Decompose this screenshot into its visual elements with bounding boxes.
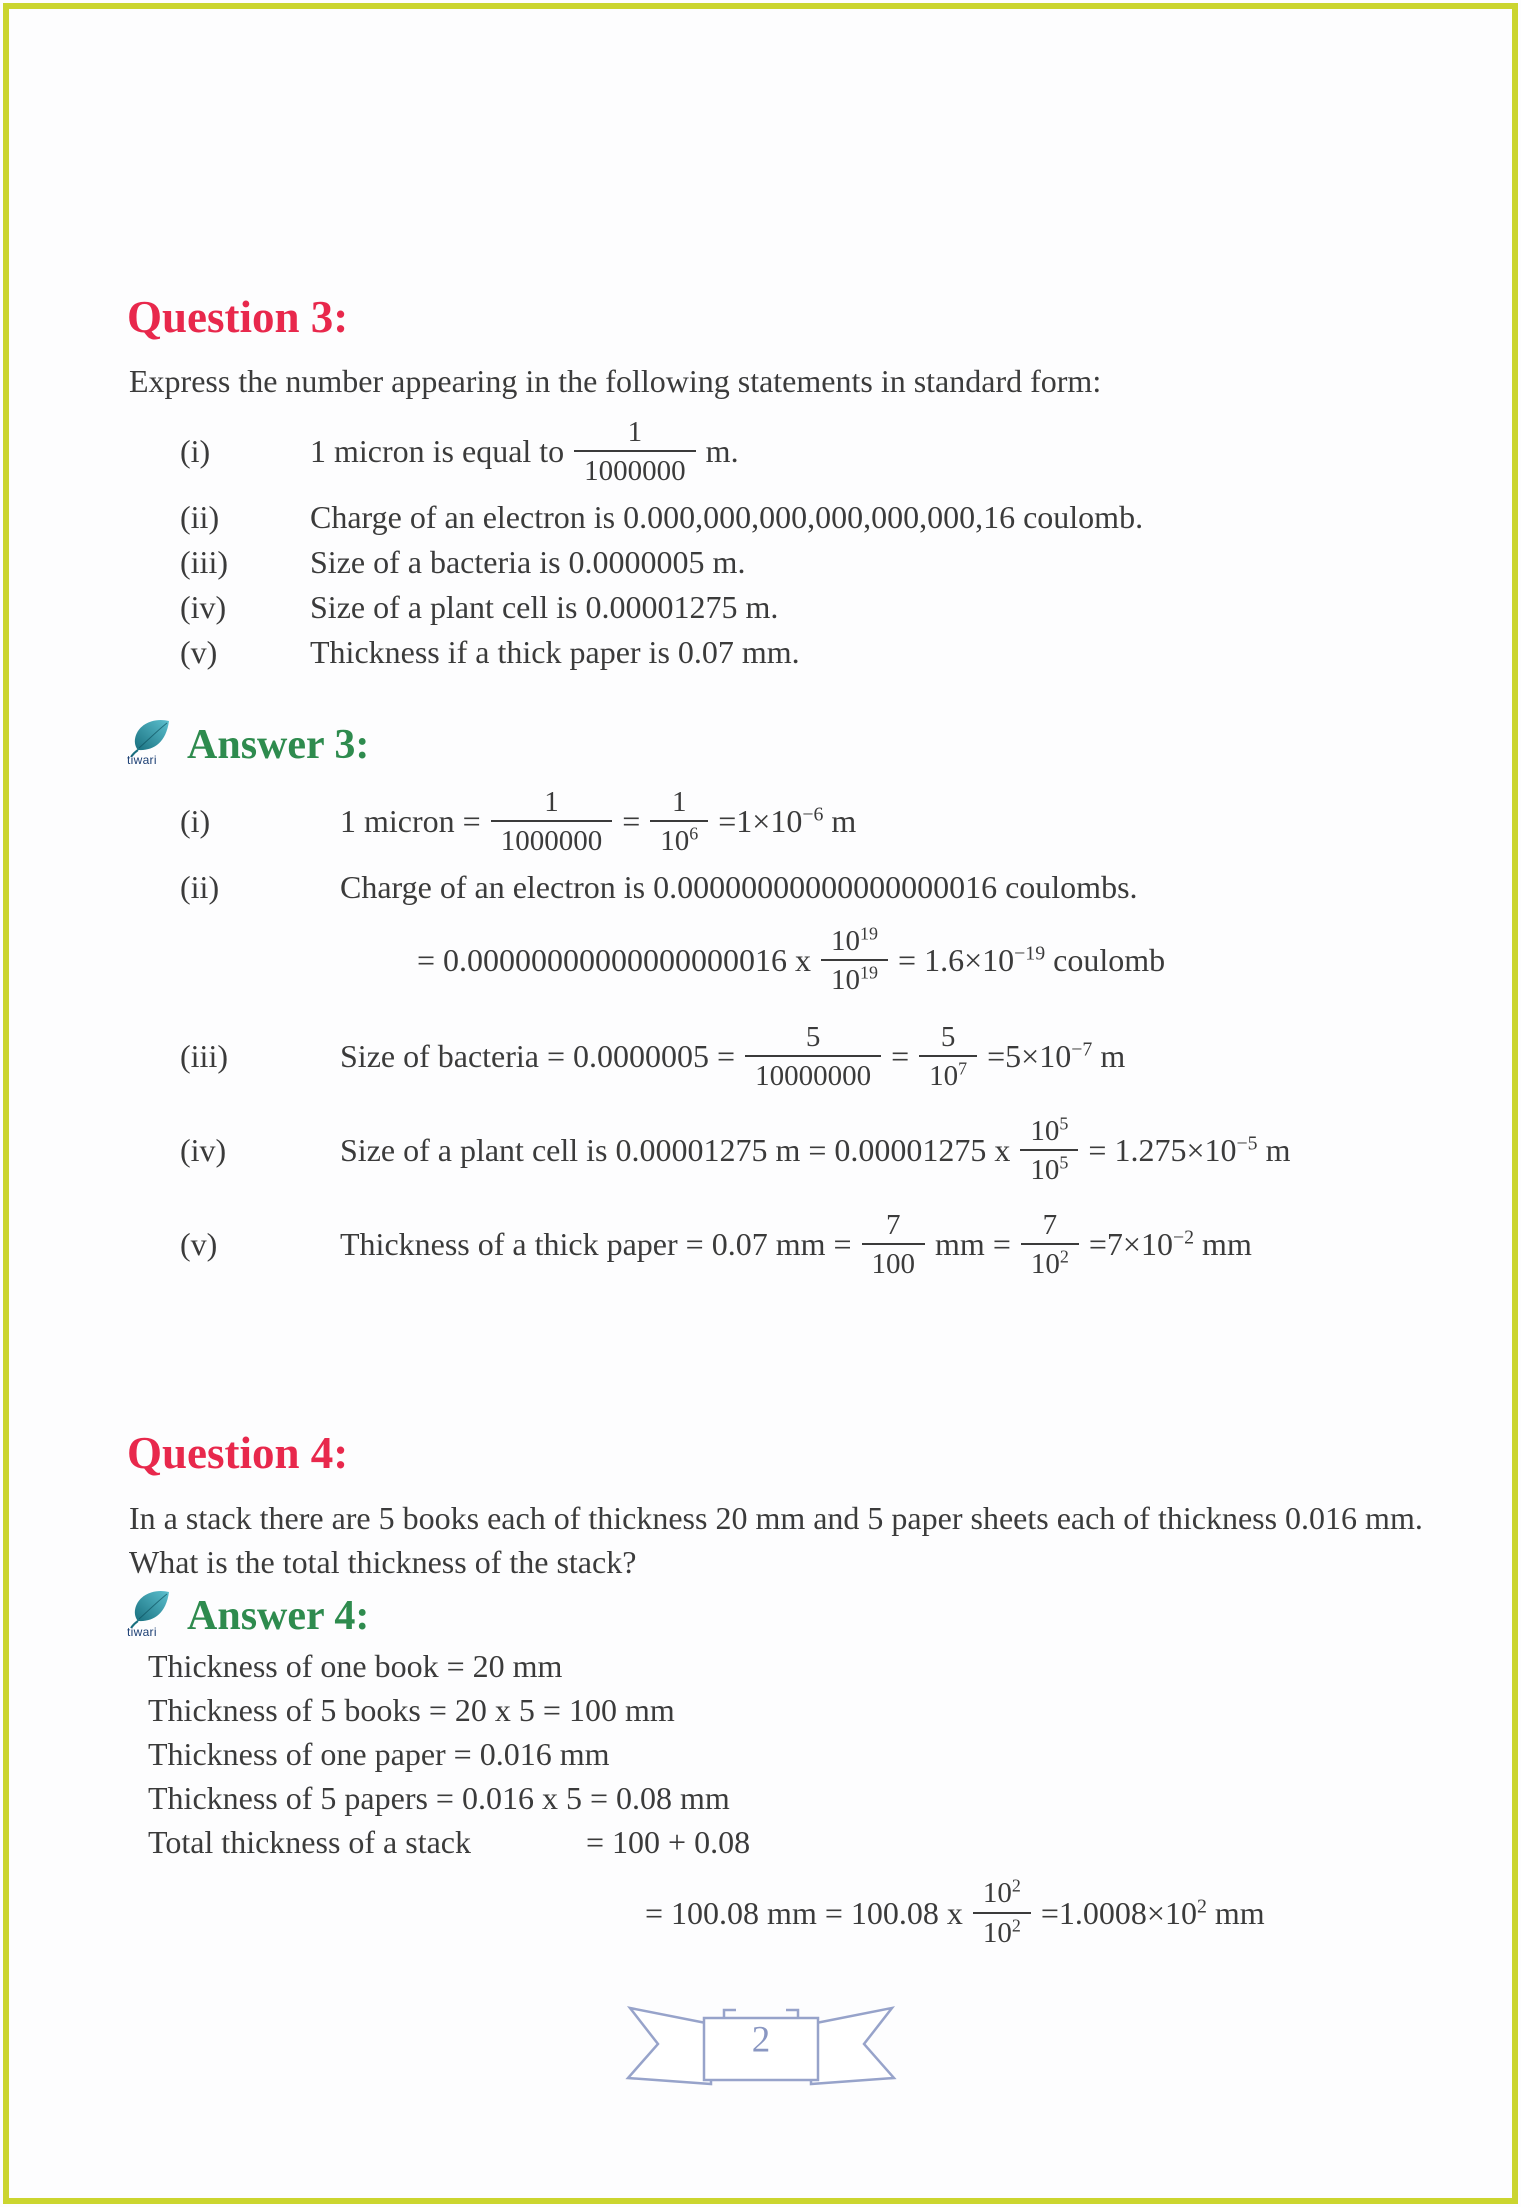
fraction-numerator: 5 bbox=[805, 1020, 821, 1053]
a3-item-ii-label: (ii) bbox=[180, 868, 220, 905]
q3-item-i-label: (i) bbox=[180, 433, 211, 470]
fraction-numerator: $10^5$ bbox=[1030, 1113, 1069, 1147]
exponent: −19 bbox=[1014, 942, 1046, 965]
fraction-numerator: 1 bbox=[544, 785, 559, 818]
math-text: mm = bbox=[935, 1226, 1011, 1263]
fraction-numerator: 7 bbox=[886, 1208, 901, 1241]
math-result: = $1.275\times 10^{-5}$ m bbox=[1088, 1132, 1291, 1169]
a4-total-label: Total thickness of a stack bbox=[148, 1824, 471, 1861]
logo-wordmark: tiwari bbox=[127, 1624, 157, 1639]
a4-line-2: Thickness of 5 books = 20 x 5 = 100 mm bbox=[148, 1692, 675, 1729]
answer4-heading bbox=[127, 1588, 1481, 1644]
fraction-numerator: 5 bbox=[940, 1020, 956, 1053]
exponent: 5 bbox=[1059, 1152, 1069, 1173]
fraction-numerator: 1 bbox=[671, 785, 687, 818]
fraction-denominator: $10^2$ bbox=[1021, 1243, 1079, 1279]
a3-item-i-math bbox=[340, 787, 856, 857]
a3-item-i-label: (i) bbox=[180, 803, 211, 840]
q3-item-i bbox=[127, 409, 1481, 495]
fraction bbox=[1021, 1210, 1079, 1280]
fraction-denominator: 10000000 bbox=[745, 1055, 881, 1091]
q3-item-ii bbox=[127, 495, 1481, 540]
exponent: −5 bbox=[1236, 1132, 1258, 1155]
math-text: m. bbox=[705, 433, 739, 470]
exponent: 2 bbox=[1011, 1875, 1021, 1896]
a3-item-v-math bbox=[340, 1210, 1252, 1280]
fraction-denominator: $10^6$ bbox=[650, 820, 708, 856]
exponent: 5 bbox=[1059, 1113, 1069, 1134]
fraction-numerator: 1 bbox=[627, 415, 643, 448]
math-result: $=7\times 10^{-2}$ mm bbox=[1088, 1226, 1252, 1263]
a4-line-1: Thickness of one book = 20 mm bbox=[148, 1648, 563, 1685]
q3-item-v-label: (v) bbox=[180, 633, 218, 670]
math-text: Size of a plant cell is 0.00001275 m = 0.00001275 x bbox=[340, 1132, 1011, 1169]
a3-item-iv-math bbox=[340, 1113, 1291, 1187]
fraction bbox=[745, 1022, 881, 1092]
fraction bbox=[973, 1875, 1031, 1949]
math-result: $=1\times 10^{-6}$ m bbox=[718, 803, 857, 840]
answer3-title: Answer 3: bbox=[187, 721, 370, 768]
leaf-icon bbox=[129, 1590, 173, 1628]
q3-item-iv bbox=[127, 585, 1481, 630]
math-text: 1 micron is equal to bbox=[310, 433, 565, 470]
math-text: 1 micron = bbox=[340, 803, 481, 840]
math-result: $=5\times 10^{-7}$ m bbox=[987, 1038, 1126, 1075]
answer3-heading bbox=[127, 717, 1481, 773]
q3-item-iv-text: Size of a plant cell is 0.00001275 m. bbox=[310, 588, 779, 625]
fraction-numerator: $10^2$ bbox=[982, 1875, 1021, 1910]
a3-item-iv bbox=[127, 1108, 1481, 1194]
exponent: −2 bbox=[1172, 1226, 1195, 1249]
fraction bbox=[1020, 1113, 1078, 1187]
q3-item-ii-text: Charge of an electron is 0.000,000,000,000,000,000,16 coulomb. bbox=[310, 498, 1144, 535]
q3-item-iii-text: Size of a bacteria is 0.0000005 m. bbox=[310, 543, 746, 580]
q3-item-iii-label: (iii) bbox=[180, 543, 228, 580]
fraction-denominator: 1000000 bbox=[574, 450, 696, 486]
fraction bbox=[491, 787, 613, 857]
a3-item-v-label: (v) bbox=[180, 1226, 218, 1263]
fraction-denominator: $10^7$ bbox=[919, 1055, 977, 1091]
exponent: −6 bbox=[802, 803, 824, 826]
math-text: = 0.00000000000000000016 x bbox=[417, 942, 812, 979]
q3-item-ii-label: (ii) bbox=[180, 498, 220, 535]
answer4-title: Answer 4: bbox=[187, 1593, 370, 1640]
a3-item-v bbox=[127, 1202, 1481, 1288]
q3-item-iii bbox=[127, 540, 1481, 585]
fraction-denominator: $10^2$ bbox=[973, 1912, 1031, 1948]
exponent: 7 bbox=[958, 1058, 968, 1079]
a4-total-line bbox=[148, 1820, 1481, 1864]
a3-item-ii-line2 bbox=[417, 918, 1481, 1004]
fraction-denominator: 100 bbox=[862, 1243, 926, 1279]
fraction-denominator: $10^{19}$ bbox=[821, 959, 888, 995]
q3-item-i-text bbox=[310, 417, 739, 487]
question4-heading: Question 4: bbox=[127, 1427, 349, 1478]
math-text: = 100.08 mm = 100.08 x bbox=[645, 1894, 963, 1931]
page-number: 2 bbox=[751, 2019, 771, 2061]
a3-item-iii-label: (iii) bbox=[180, 1038, 228, 1075]
q3-item-iv-label: (iv) bbox=[180, 588, 227, 625]
exponent: 19 bbox=[860, 962, 879, 983]
question3-heading: Question 3: bbox=[127, 292, 349, 342]
math-result: $=1.0008\times 10^2$ mm bbox=[1040, 1894, 1265, 1931]
math-text: Size of bacteria = 0.0000005 = bbox=[340, 1038, 736, 1075]
fraction bbox=[650, 787, 708, 857]
a4-line-4: Thickness of 5 papers = 0.016 x 5 = 0.08 mm bbox=[148, 1780, 730, 1817]
exponent: 6 bbox=[689, 823, 699, 844]
a3-item-iv-label: (iv) bbox=[180, 1132, 227, 1169]
fraction-numerator: $10^{19}$ bbox=[831, 923, 879, 957]
a3-item-ii-line1 bbox=[127, 865, 1481, 910]
math-text: = bbox=[891, 1038, 910, 1075]
question4-body: In a stack there are 5 books each of thickness 20 mm and 5 paper sheets each of thickness 0.016 mm. What is the total thickness of the stack? bbox=[129, 1500, 1423, 1581]
logo-wordmark: tiwari bbox=[127, 752, 157, 767]
a4-line-3: Thickness of one paper = 0.016 mm bbox=[148, 1736, 610, 1773]
tiwari-academy-logo bbox=[127, 1590, 177, 1642]
a3-item-iii-math bbox=[340, 1022, 1125, 1092]
fraction bbox=[862, 1210, 926, 1280]
a3-item-ii-text: Charge of an electron is 0.00000000000000000016 coulombs. bbox=[340, 868, 1138, 905]
exponent: 2 bbox=[1059, 1246, 1069, 1267]
a3-item-iii bbox=[127, 1014, 1481, 1100]
tiwari-academy-logo bbox=[127, 719, 177, 771]
math-text: Thickness of a thick paper = 0.07 mm = bbox=[340, 1226, 852, 1263]
exponent: 2 bbox=[1011, 1915, 1021, 1936]
exponent: 2 bbox=[1196, 1895, 1207, 1918]
fraction bbox=[919, 1022, 977, 1092]
q3-item-v-text: Thickness if a thick paper is 0.07 mm. bbox=[310, 633, 800, 670]
page-number-ribbon bbox=[616, 1998, 906, 2086]
question3-intro: Express the number appearing in the following statements in standard form: bbox=[129, 363, 1102, 400]
math-text: = bbox=[622, 803, 641, 840]
q3-item-v bbox=[127, 630, 1481, 675]
fraction-denominator: 1000000 bbox=[491, 820, 613, 856]
a4-final-formula bbox=[645, 1870, 1481, 1956]
fraction-numerator: 7 bbox=[1042, 1208, 1058, 1241]
fraction-denominator: $10^5$ bbox=[1020, 1149, 1078, 1185]
leaf-icon bbox=[129, 719, 173, 757]
a3-item-i bbox=[127, 779, 1481, 865]
a4-total-value: = 100 + 0.08 bbox=[586, 1824, 751, 1861]
fraction bbox=[821, 923, 888, 997]
fraction bbox=[574, 417, 696, 487]
exponent: 19 bbox=[860, 923, 879, 944]
math-result: = $1.6\times 10^{-19}$ coulomb bbox=[898, 942, 1166, 979]
exponent: −7 bbox=[1071, 1038, 1093, 1061]
